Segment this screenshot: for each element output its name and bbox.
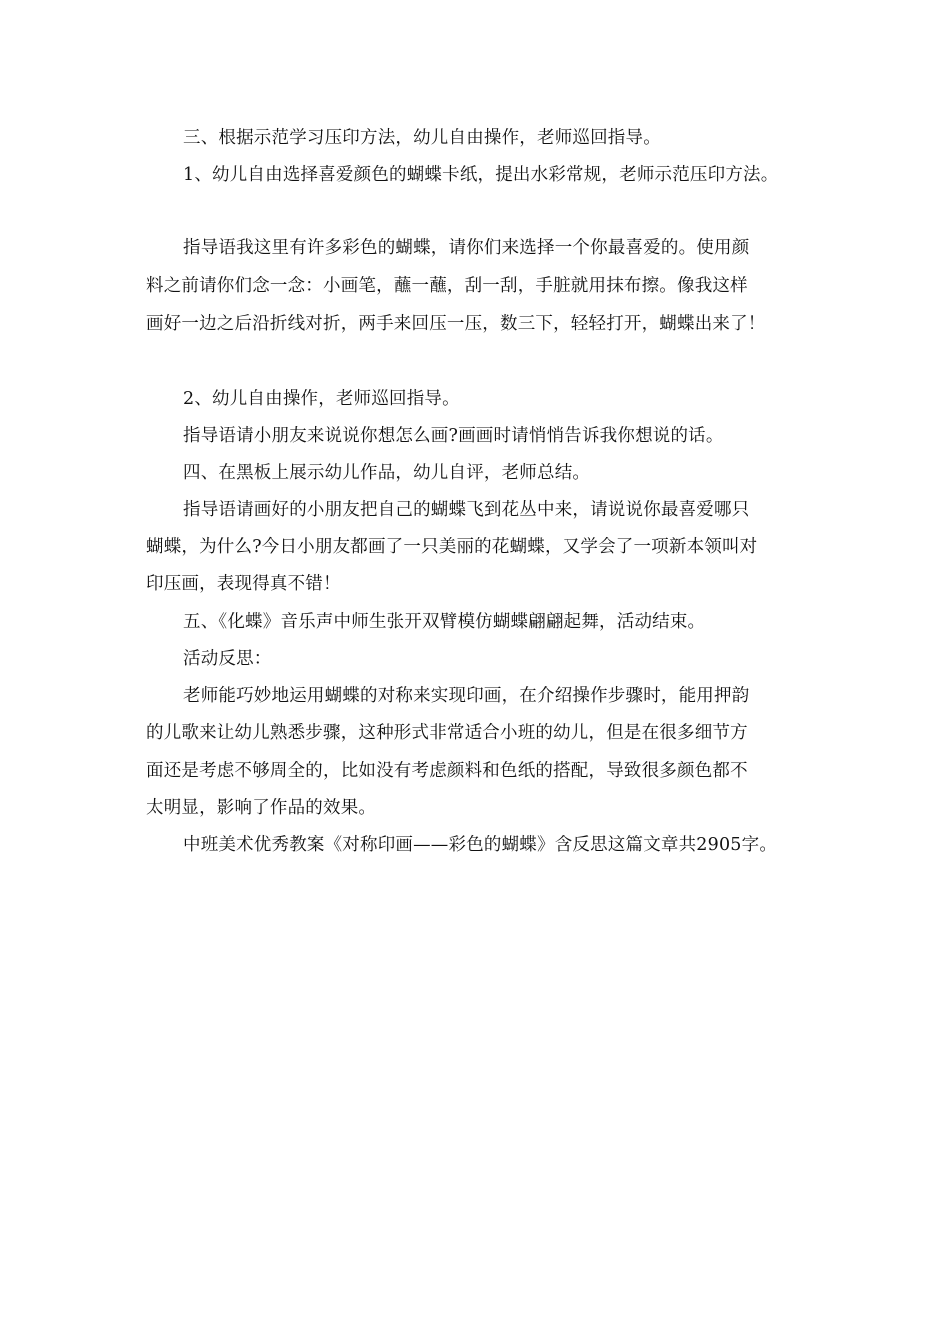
guide-paragraph-line: 指导语请画好的小朋友把自己的蝴蝶飞到花丛中来，请说说你最喜爱哪只 [183, 500, 750, 520]
reflection-paragraph-line: 太明显，影响了作品的效果。 [146, 798, 377, 818]
section-heading-three: 三、根据示范学习压印方法，幼儿自由操作，老师巡回指导。 [183, 128, 661, 148]
guide-paragraph-line: 画好一边之后沿折线对折，两手来回压一压，数三下，轻轻打开，蝴蝶出来了！ [146, 314, 766, 334]
step-two-paragraph: 2、幼儿自由操作，老师巡回指导。 [183, 389, 460, 409]
guide-paragraph-line: 蝴蝶，为什么?今日小朋友都画了一只美丽的花蝴蝶，又学会了一项新本领叫对 [146, 537, 758, 557]
step-one-paragraph: 1、幼儿自由选择喜爱颜色的蝴蝶卡纸，提出水彩常规，老师示范压印方法。 [183, 165, 779, 185]
reflection-paragraph-line: 老师能巧妙地运用蝴蝶的对称来实现印画，在介绍操作步骤时，能用押韵 [183, 686, 750, 706]
guide-paragraph-line: 印压画，表现得真不错！ [146, 574, 341, 594]
guide-paragraph-line: 指导语我这里有许多彩色的蝴蝶，请你们来选择一个你最喜爱的。使用颜 [183, 238, 750, 258]
reflection-heading: 活动反思： [183, 649, 272, 669]
reflection-paragraph-line: 的儿歌来让幼儿熟悉步骤，这种形式非常适合小班的幼儿，但是在很多细节方 [146, 723, 748, 743]
guide-paragraph-line: 料之前请你们念一念：小画笔，蘸一蘸，刮一刮，手脏就用抹布擦。像我这样 [146, 276, 748, 296]
reflection-paragraph-line: 面还是考虑不够周全的，比如没有考虑颜料和色纸的搭配，导致很多颜色都不 [146, 761, 748, 781]
article-summary: 中班美术优秀教案《对称印画——彩色的蝴蝶》含反思这篇文章共2905字。 [183, 835, 778, 855]
guide-paragraph-line: 指导语请小朋友来说说你想怎么画?画画时请悄悄告诉我你想说的话。 [183, 426, 724, 446]
section-heading-four: 四、在黑板上展示幼儿作品，幼儿自评，老师总结。 [183, 463, 591, 483]
section-heading-five: 五、《化蝶》音乐声中师生张开双臂模仿蝴蝶翩翩起舞，活动结束。 [183, 612, 706, 632]
